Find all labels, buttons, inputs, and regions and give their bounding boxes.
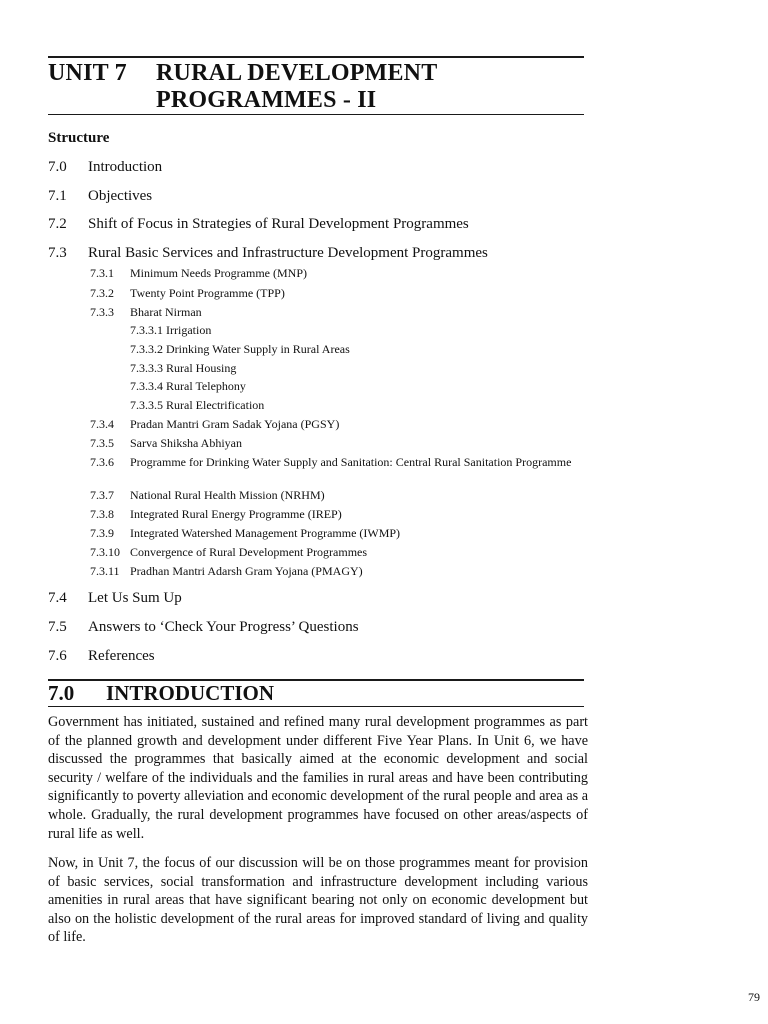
toc-entry-number: 7.4: [48, 590, 67, 606]
toc-entry-title: Convergence of Rural Development Programmes: [130, 545, 368, 559]
toc-entry-number: 7.1: [48, 188, 67, 204]
toc-entry-number: 7.3.8: [90, 507, 114, 521]
toc-entry-title: References: [88, 648, 155, 664]
toc-entry-title: Let Us Sum Up: [88, 590, 182, 606]
section-number: 7.0: [48, 681, 75, 705]
toc-entry-title: National Rural Health Mission (NRHM): [130, 488, 325, 502]
toc-entry-number: 7.3.2: [90, 286, 114, 300]
unit-number: UNIT 7: [48, 60, 127, 86]
toc-entry-title: 7.3.3.3 Rural Housing: [130, 361, 237, 375]
section-title: INTRODUCTION: [106, 681, 275, 705]
toc-entry-title: Pradan Mantri Gram Sadak Yojana (PGSY): [130, 417, 340, 431]
toc-entry-title: Integrated Rural Energy Programme (IREP): [130, 507, 342, 521]
toc-entry-title: Integrated Watershed Management Programme (IWMP): [130, 526, 401, 540]
toc-entry-title: 7.3.3.2 Drinking Water Supply in Rural Areas: [130, 342, 350, 356]
toc-entry-number: 7.5: [48, 619, 67, 635]
section-bottom-rule: [48, 706, 584, 707]
unit-title: [48, 60, 437, 114]
toc-entry-number: 7.3.5: [90, 436, 114, 450]
toc-entry-title: Programme for Drinking Water Supply and Sanitation: Central Rural Sanitation Programme: [130, 455, 572, 469]
toc-entry-title: Shift of Focus in Strategies of Rural Development Programmes: [88, 216, 469, 232]
toc-entry-number: 7.3: [48, 245, 67, 261]
toc-entry-title: Rural Basic Services and Infrastructure Development Programmes: [88, 245, 488, 261]
toc-entry-number: 7.0: [48, 159, 67, 175]
body-paragraph: Now, in Unit 7, the focus of our discussion will be on those programmes meant for provision of basic services, social transformation and infrastructure development including various amenities in rural areas that have significant bearing not only on economic development but also on the holistic development of the rural areas for improved standard of living and quality of life.: [48, 855, 588, 946]
toc-entry-number: 7.3.6: [90, 455, 114, 469]
title-underline-rule: [48, 114, 584, 115]
toc-entry-title: Bharat Nirman: [130, 305, 202, 319]
toc-entry-number: 7.3.4: [90, 417, 114, 431]
toc-entry-number: 7.3.10: [90, 545, 120, 559]
toc-entry-title: 7.3.3.5 Rural Electrification: [130, 398, 265, 412]
toc-entry-title: Introduction: [88, 159, 163, 175]
toc-entry-number: 7.3.11: [90, 564, 120, 578]
toc-entry-number: 7.3.3: [90, 305, 114, 319]
toc-entry-title: Minimum Needs Programme (MNP): [130, 266, 307, 280]
unit-title-line1: RURAL DEVELOPMENT: [156, 60, 438, 86]
section-heading: [48, 680, 274, 706]
page-number: 79: [748, 990, 760, 1004]
body-paragraph: Government has initiated, sustained and refined many rural development programmes as part of the planned growth and development under different Five Year Plans. In Unit 6, we have discussed the programmes that basically aimed at the economic development and social security / welfare of the individuals and the families in rural areas and have been contributing significantly to poverty alleviation and economic development of the rural people and area as a whole. Gradually, the rural development programmes have focused on other areas/aspects of rural life as well.: [48, 714, 588, 842]
structure-heading: Structure: [48, 130, 110, 146]
toc-entry-title: Objectives: [88, 188, 153, 204]
toc-entry-number: 7.2: [48, 216, 67, 232]
unit-title-line2: PROGRAMMES - II: [156, 87, 377, 113]
toc-entry-title: Pradhan Mantri Adarsh Gram Yojana (PMAGY): [130, 564, 363, 578]
toc-entry-title: Sarva Shiksha Abhiyan: [130, 436, 242, 450]
toc-entry-title: 7.3.3.1 Irrigation: [130, 323, 212, 337]
toc-entry-number: 7.3.9: [90, 526, 114, 540]
top-rule: [48, 56, 584, 58]
toc-entry-title: 7.3.3.4 Rural Telephony: [130, 379, 246, 393]
toc-entry-number: 7.3.7: [90, 488, 114, 502]
toc-entry-title: Answers to ‘Check Your Progress’ Questions: [88, 619, 359, 635]
toc-entry-title: Twenty Point Programme (TPP): [130, 286, 285, 300]
toc-entry-number: 7.6: [48, 648, 67, 664]
toc-entry-number: 7.3.1: [90, 266, 114, 280]
